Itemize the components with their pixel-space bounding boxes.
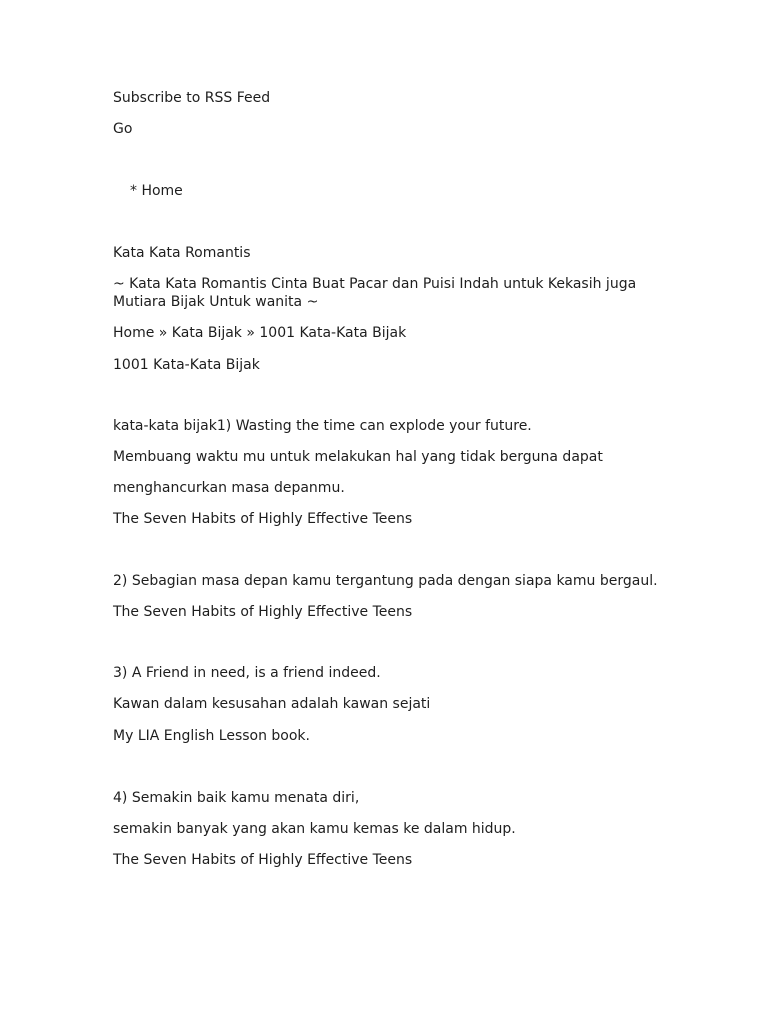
breadcrumb: Home » Kata Bijak » 1001 Kata-Kata Bijak: [113, 325, 407, 341]
post-line: 3) A Friend in need, is a friend indeed.: [113, 665, 381, 681]
post-title: 1001 Kata-Kata Bijak: [113, 357, 260, 373]
post-line: 4) Semakin baik kamu menata diri,: [113, 790, 360, 806]
go-button[interactable]: Go: [113, 121, 133, 137]
site-tagline: ~ Kata Kata Romantis Cinta Buat Pacar dan Puisi Indah untuk Kekasih juga Mutiara Bijak Untuk wanita ~: [113, 276, 637, 310]
site-title: Kata Kata Romantis: [113, 245, 251, 261]
post-line: Membuang waktu mu untuk melakukan hal yang tidak berguna dapat: [113, 449, 603, 465]
post-line: Kawan dalam kesusahan adalah kawan sejati: [113, 696, 431, 712]
post-line: My LIA English Lesson book.: [113, 728, 310, 744]
post-line: The Seven Habits of Highly Effective Teens: [113, 604, 413, 620]
post-line: kata-kata bijak1) Wasting the time can explode your future.: [113, 418, 532, 434]
post-line: 2) Sebagian masa depan kamu tergantung pada dengan siapa kamu bergaul.: [113, 573, 658, 589]
post-line: semakin banyak yang akan kamu kemas ke dalam hidup.: [113, 821, 516, 837]
nav-item-home[interactable]: * Home: [130, 183, 183, 199]
post-line: The Seven Habits of Highly Effective Teens: [113, 511, 413, 527]
post-line: menghancurkan masa depanmu.: [113, 480, 345, 496]
subscribe-rss-link[interactable]: Subscribe to RSS Feed: [113, 90, 271, 106]
post-line: The Seven Habits of Highly Effective Teens: [113, 852, 413, 868]
